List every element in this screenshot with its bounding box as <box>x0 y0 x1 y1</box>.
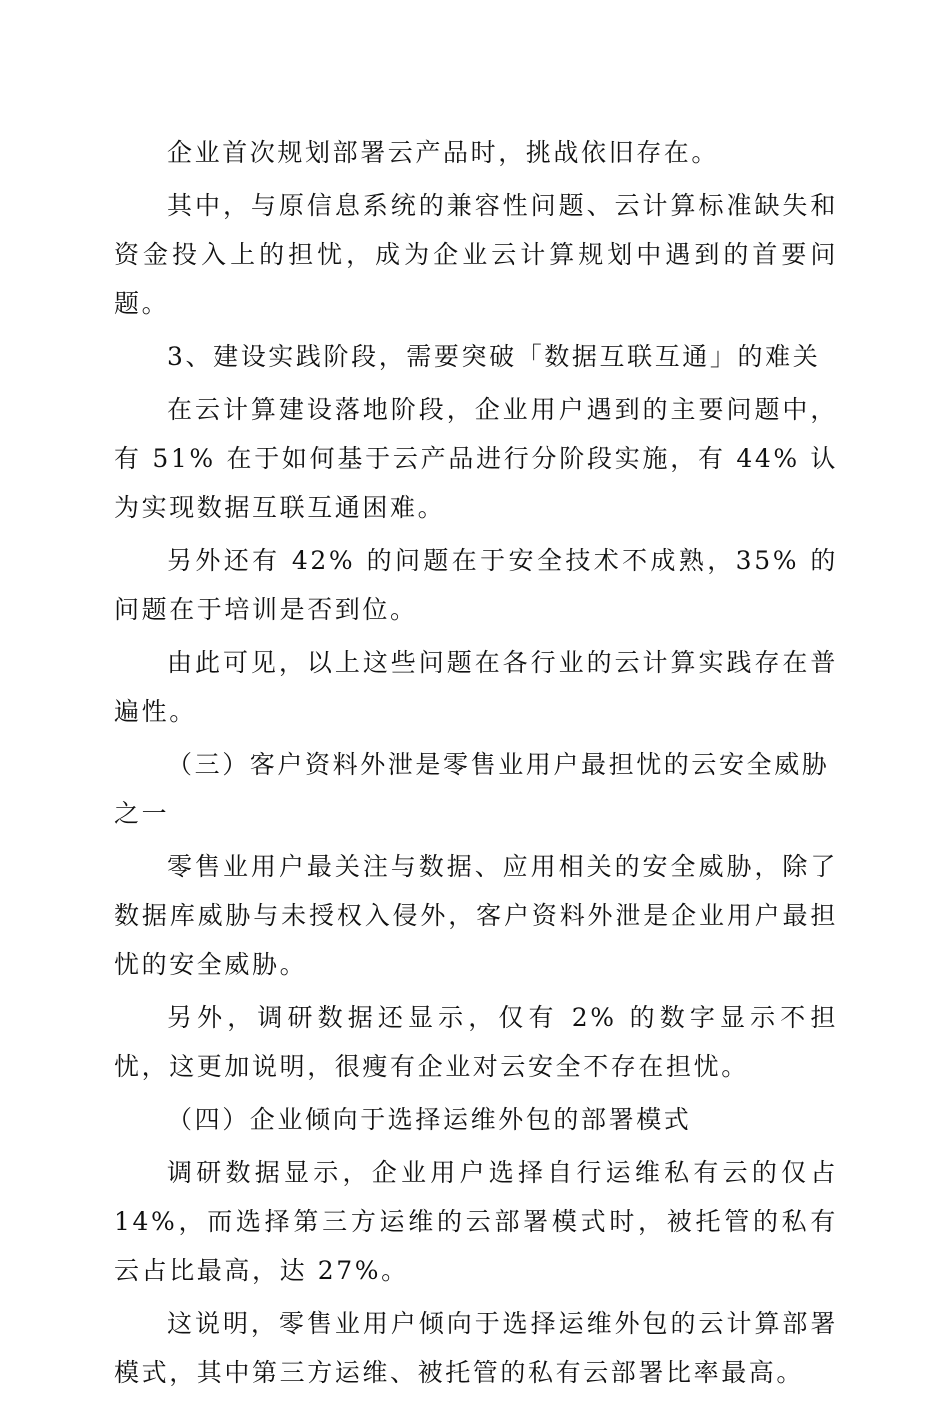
paragraph: 其中，与原信息系统的兼容性问题、云计算标准缺失和资金投入上的担忧，成为企业云计算规划中遇到的首要问题。 <box>114 191 838 318</box>
paragraph: 零售业用户最关注与数据、应用相关的安全威胁，除了数据库威胁与未授权入侵外，客户资料外泄是企业用户最担忧的安全威胁。 <box>114 852 838 979</box>
section-heading: 3、建设实践阶段，需要突破「数据互联互通」的难关 <box>167 342 821 371</box>
paragraph: 另外，调研数据还显示，仅有 2% 的数字显示不担忧，这更加说明，很瘦有企业对云安全不存在担忧。 <box>114 1003 838 1081</box>
section-heading: （三）客户资料外泄是零售业用户最担忧的云安全威胁之一 <box>114 750 830 828</box>
paragraph: 企业首次规划部署云产品时，挑战依旧存在。 <box>167 138 720 167</box>
section-heading: （四）企业倾向于选择运维外包的部署模式 <box>167 1105 692 1134</box>
paragraph: 由此可见，以上这些问题在各行业的云计算实践存在普遍性。 <box>114 648 838 726</box>
paragraph: 这说明，零售业用户倾向于选择运维外包的云计算部署模式，其中第三方运维、被托管的私有云部署比率最高。 <box>114 1309 838 1387</box>
paragraph: 在云计算建设落地阶段，企业用户遇到的主要问题中，有 51% 在于如何基于云产品进行分阶段实施，有 44% 认为实现数据互联互通困难。 <box>114 395 838 522</box>
paragraph: 调研数据显示，企业用户选择自行运维私有云的仅占 14%，而选择第三方运维的云部署模式时，被托管的私有云占比最高，达 27%。 <box>114 1158 838 1285</box>
paragraph: 另外还有 42% 的问题在于安全技术不成熟，35% 的问题在于培训是否到位。 <box>114 546 838 624</box>
document-body <box>114 128 838 1401</box>
